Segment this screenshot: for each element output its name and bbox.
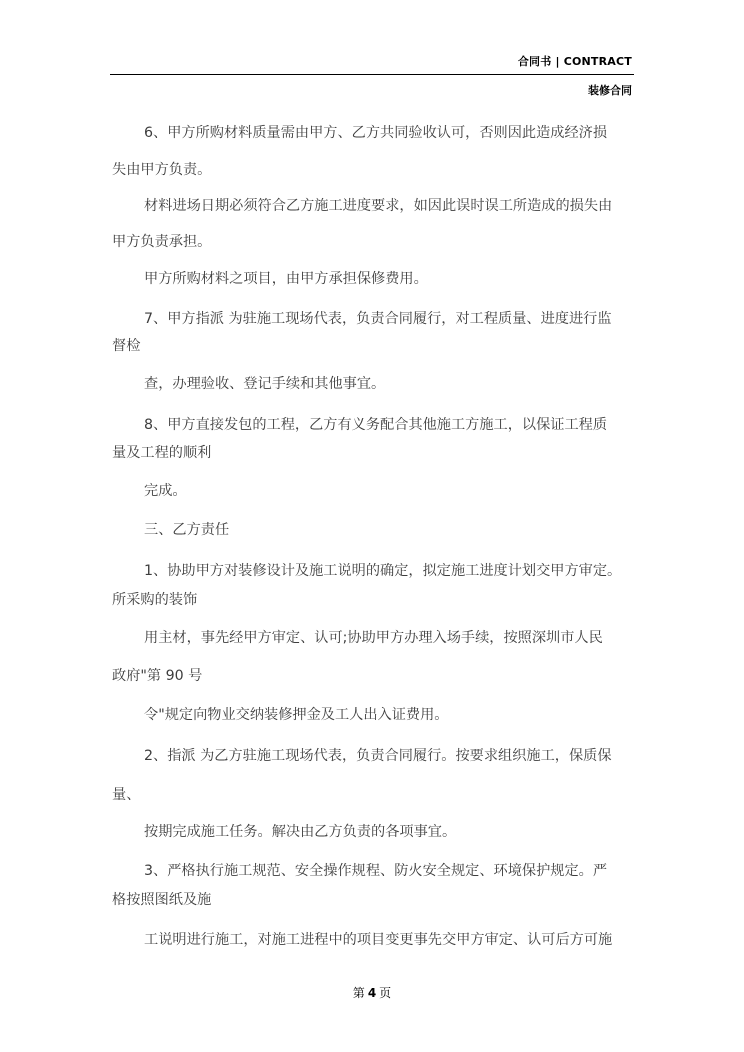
paragraph-line: 督检 (112, 338, 141, 354)
paragraph-line: 用主材，事先经甲方审定、认可;协助甲方办理入场手续，按照深圳市人民 (144, 630, 603, 646)
paragraph-line: 3、严格执行施工规范、安全操作规程、防火安全规定、环境保护规定。严 (144, 863, 608, 879)
paragraph-line: 按期完成施工任务。解决由乙方负责的各项事宜。 (144, 824, 457, 840)
paragraph-line: 所采购的装饰 (112, 592, 198, 608)
paragraph-line: 量及工程的顺利 (112, 445, 212, 461)
page-number-suffix: 页 (379, 986, 392, 1000)
paragraph-line: 甲方负责承担。 (112, 234, 212, 250)
paragraph-line: 量、 (112, 787, 141, 803)
paragraph-line: 格按照图纸及施 (112, 892, 212, 908)
header-title: 合同书 | CONTRACT (517, 55, 632, 68)
paragraph-line: 令"规定向物业交纳装修押金及工人出入证费用。 (144, 707, 449, 723)
paragraph-line: 查，办理验收、登记手续和其他事宜。 (144, 376, 386, 392)
paragraph-line: 7、甲方指派 为驻施工现场代表，负责合同履行，对工程质量、进度进行监 (144, 311, 612, 327)
paragraph-line: 完成。 (144, 483, 187, 499)
paragraph-line: 甲方所购材料之项目，由甲方承担保修费用。 (144, 271, 428, 287)
section-heading: 三、乙方责任 (144, 522, 230, 538)
paragraph-line: 6、甲方所购材料质量需由甲方、乙方共同验收认可，否则因此造成经济损 (144, 125, 608, 141)
header-divider (110, 74, 634, 75)
page-number-prefix: 第 (352, 986, 365, 1000)
header-subtitle: 装修合同 (588, 84, 632, 97)
paragraph-line: 8、甲方直接发包的工程，乙方有义务配合其他施工方施工，以保证工程质 (144, 417, 608, 433)
paragraph-line: 材料进场日期必须符合乙方施工进度要求，如因此误时误工所造成的损失由 (144, 198, 613, 214)
paragraph-line: 1、协助甲方对装修设计及施工说明的确定，拟定施工进度计划交甲方审定。 (144, 563, 622, 579)
paragraph-line: 失由甲方负责。 (112, 162, 212, 178)
paragraph-line: 工说明进行施工，对施工进程中的项目变更事先交甲方审定、认可后方可施 (144, 932, 613, 948)
page-number-value: 4 (367, 986, 377, 1000)
page-number (0, 984, 744, 1001)
paragraph-line: 政府"第 90 号 (112, 668, 203, 684)
paragraph-line: 2、指派 为乙方驻施工现场代表，负责合同履行。按要求组织施工，保质保 (144, 748, 612, 764)
